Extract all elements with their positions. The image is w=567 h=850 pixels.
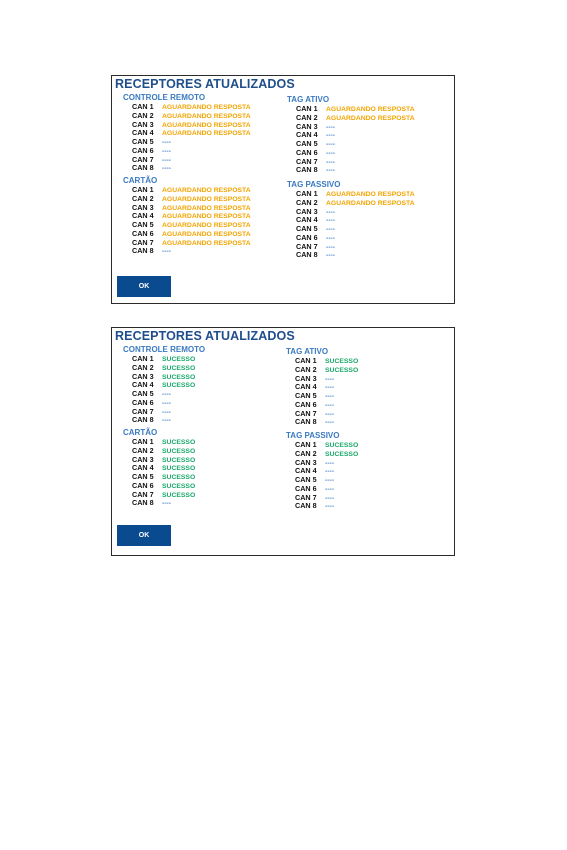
rows	[123, 438, 195, 508]
can-status: AGUARDANDO RESPOSTA	[162, 239, 251, 247]
can-status: ----	[325, 468, 335, 476]
can-label: CAN 8	[296, 250, 318, 260]
can-label: CAN 7	[295, 492, 317, 502]
section-title-tag-passivo: TAG PASSIVO	[287, 180, 341, 189]
can-status: AGUARDANDO RESPOSTA	[162, 213, 251, 221]
can-label: CAN 2	[132, 445, 154, 455]
can-status: SUCESSO	[162, 356, 196, 363]
can-label: CAN 7	[132, 406, 154, 416]
can-status: ----	[326, 158, 336, 166]
can-status: SUCESSO	[162, 439, 196, 446]
can-status: ----	[326, 123, 336, 131]
can-status: ----	[162, 147, 172, 155]
can-status: SUCESSO	[325, 366, 359, 374]
can-status: AGUARDANDO RESPOSTA	[162, 112, 251, 120]
can-status: AGUARDANDO RESPOSTA	[162, 187, 251, 194]
can-status: ----	[325, 459, 335, 467]
can-status: AGUARDANDO RESPOSTA	[326, 106, 415, 113]
can-status: SUCESSO	[162, 491, 196, 499]
can-label: CAN 2	[295, 364, 317, 374]
can-label: CAN 3	[296, 121, 318, 131]
can-label: CAN 1	[132, 354, 154, 363]
section-title-controle-remoto: CONTROLE REMOTO	[123, 345, 206, 354]
can-label: CAN 1	[132, 437, 154, 446]
can-label: CAN 2	[296, 197, 318, 207]
can-label: CAN 5	[132, 220, 154, 229]
section-title-controle-remoto: CONTROLE REMOTO	[123, 93, 206, 102]
can-status: ----	[325, 393, 335, 400]
rows	[287, 190, 415, 260]
rows	[123, 355, 205, 425]
can-status: AGUARDANDO RESPOSTA	[162, 204, 251, 212]
can-status: ----	[325, 477, 335, 484]
can-label: CAN 1	[132, 185, 154, 194]
section-title-tag-passivo: TAG PASSIVO	[286, 431, 340, 440]
can-status: AGUARDANDO RESPOSTA	[162, 230, 251, 238]
can-status: SUCESSO	[325, 442, 359, 449]
can-status: ----	[162, 391, 172, 398]
can-label: CAN 6	[132, 145, 154, 155]
can-label: CAN 3	[295, 373, 317, 383]
section-controle-remoto	[123, 93, 251, 173]
section-title-cartao: CARTÃO	[123, 176, 158, 185]
can-label: CAN 7	[132, 489, 154, 499]
can-label: CAN 6	[132, 228, 154, 238]
receptores-dialog-waiting	[111, 75, 455, 304]
can-label: CAN 7	[132, 154, 154, 164]
can-label: CAN 3	[296, 206, 318, 216]
can-status: SUCESSO	[162, 373, 196, 381]
can-label: CAN 3	[132, 454, 154, 464]
can-status: AGUARDANDO RESPOSTA	[326, 114, 415, 122]
rows	[286, 441, 358, 511]
can-status: ----	[326, 243, 336, 251]
can-row	[295, 502, 358, 511]
can-label: CAN 4	[295, 382, 317, 392]
can-label: CAN 5	[295, 391, 317, 400]
can-status: SUCESSO	[162, 364, 196, 372]
rows	[123, 186, 251, 256]
can-label: CAN 5	[132, 137, 154, 146]
can-status: AGUARDANDO RESPOSTA	[162, 104, 251, 111]
section-tag-passivo	[287, 180, 415, 260]
can-status: ----	[162, 156, 172, 164]
can-row	[132, 416, 205, 425]
can-label: CAN 7	[132, 237, 154, 247]
can-status: AGUARDANDO RESPOSTA	[326, 199, 415, 207]
can-label: CAN 8	[132, 415, 154, 425]
section-cartao	[123, 176, 251, 256]
can-status: SUCESSO	[162, 465, 196, 473]
can-status: SUCESSO	[325, 450, 359, 458]
can-label: CAN 8	[295, 417, 317, 427]
can-label: CAN 4	[132, 211, 154, 221]
rows	[123, 103, 251, 173]
can-label: CAN 2	[132, 193, 154, 203]
can-status: ----	[325, 503, 335, 511]
can-row	[295, 418, 358, 427]
can-label: CAN 8	[132, 498, 154, 508]
can-status: ----	[162, 399, 172, 407]
can-status: AGUARDANDO RESPOSTA	[162, 195, 251, 203]
can-status: ----	[162, 165, 172, 173]
can-status: AGUARDANDO RESPOSTA	[162, 222, 251, 229]
can-label: CAN 3	[295, 457, 317, 467]
can-row	[132, 247, 251, 256]
can-label: CAN 8	[295, 501, 317, 511]
can-label: CAN 6	[296, 232, 318, 242]
can-label: CAN 6	[132, 480, 154, 490]
can-status: SUCESSO	[325, 358, 359, 365]
section-title-tag-ativo: TAG ATIVO	[287, 95, 330, 104]
rows	[286, 357, 358, 427]
can-status: ----	[326, 141, 336, 148]
can-status: ----	[326, 149, 336, 157]
can-label: CAN 5	[296, 139, 318, 148]
can-status: AGUARDANDO RESPOSTA	[326, 191, 415, 198]
can-status: ----	[325, 419, 335, 427]
can-status: ----	[325, 494, 335, 502]
rows	[287, 105, 415, 175]
can-status: SUCESSO	[162, 474, 196, 481]
can-label: CAN 2	[295, 448, 317, 458]
dialog-title: RECEPTORES ATUALIZADOS	[115, 329, 295, 343]
can-label: CAN 2	[296, 112, 318, 122]
can-label: CAN 7	[296, 156, 318, 166]
can-label: CAN 8	[132, 246, 154, 256]
receptores-dialog-success	[111, 327, 455, 556]
can-row	[132, 164, 251, 173]
can-label: CAN 5	[132, 389, 154, 398]
can-status: ----	[326, 217, 336, 225]
can-row	[296, 251, 415, 260]
section-tag-ativo	[286, 347, 358, 427]
can-status: ----	[326, 234, 336, 242]
section-controle-remoto	[123, 345, 205, 425]
can-status: ----	[326, 132, 336, 140]
can-row	[132, 499, 195, 508]
can-status: SUCESSO	[162, 456, 196, 464]
can-label: CAN 8	[296, 165, 318, 175]
can-label: CAN 1	[295, 440, 317, 449]
can-label: CAN 1	[295, 356, 317, 365]
can-status: ----	[325, 485, 335, 493]
can-label: CAN 4	[132, 128, 154, 138]
can-status: AGUARDANDO RESPOSTA	[162, 130, 251, 138]
can-label: CAN 7	[295, 408, 317, 418]
can-label: CAN 5	[295, 475, 317, 484]
can-row	[296, 166, 415, 175]
can-label: CAN 2	[132, 362, 154, 372]
can-status: ----	[326, 252, 336, 260]
section-cartao	[123, 428, 195, 508]
can-status: ----	[162, 408, 172, 416]
can-label: CAN 3	[132, 371, 154, 381]
can-status: ----	[326, 226, 336, 233]
can-label: CAN 7	[296, 241, 318, 251]
can-status: ----	[162, 139, 172, 146]
can-label: CAN 4	[132, 463, 154, 473]
can-status: ----	[162, 417, 172, 425]
can-label: CAN 6	[295, 399, 317, 409]
can-label: CAN 5	[132, 472, 154, 481]
can-status: ----	[325, 401, 335, 409]
can-label: CAN 3	[132, 119, 154, 129]
section-tag-passivo	[286, 431, 358, 511]
can-status: AGUARDANDO RESPOSTA	[162, 121, 251, 129]
can-label: CAN 4	[296, 130, 318, 140]
can-label: CAN 1	[296, 189, 318, 198]
can-label: CAN 3	[132, 202, 154, 212]
can-status: ----	[162, 500, 172, 508]
section-tag-ativo	[287, 95, 415, 175]
can-label: CAN 4	[296, 215, 318, 225]
can-label: CAN 8	[132, 163, 154, 173]
can-status: SUCESSO	[162, 447, 196, 455]
can-status: SUCESSO	[162, 482, 196, 490]
can-status: ----	[325, 375, 335, 383]
section-title-tag-ativo: TAG ATIVO	[286, 347, 329, 356]
dialog-title: RECEPTORES ATUALIZADOS	[115, 77, 295, 91]
can-status: ----	[162, 248, 172, 256]
ok-button[interactable]: OK	[117, 276, 171, 297]
can-label: CAN 1	[296, 104, 318, 113]
can-status: ----	[326, 208, 336, 216]
can-label: CAN 1	[132, 102, 154, 111]
can-label: CAN 6	[296, 147, 318, 157]
can-label: CAN 5	[296, 224, 318, 233]
ok-button[interactable]: OK	[117, 525, 171, 546]
can-status: SUCESSO	[162, 382, 196, 390]
can-label: CAN 2	[132, 110, 154, 120]
can-label: CAN 4	[295, 466, 317, 476]
section-title-cartao: CARTÃO	[123, 428, 158, 437]
can-status: ----	[326, 167, 336, 175]
can-label: CAN 6	[132, 397, 154, 407]
can-status: ----	[325, 410, 335, 418]
can-label: CAN 6	[295, 483, 317, 493]
can-label: CAN 4	[132, 380, 154, 390]
can-status: ----	[325, 384, 335, 392]
